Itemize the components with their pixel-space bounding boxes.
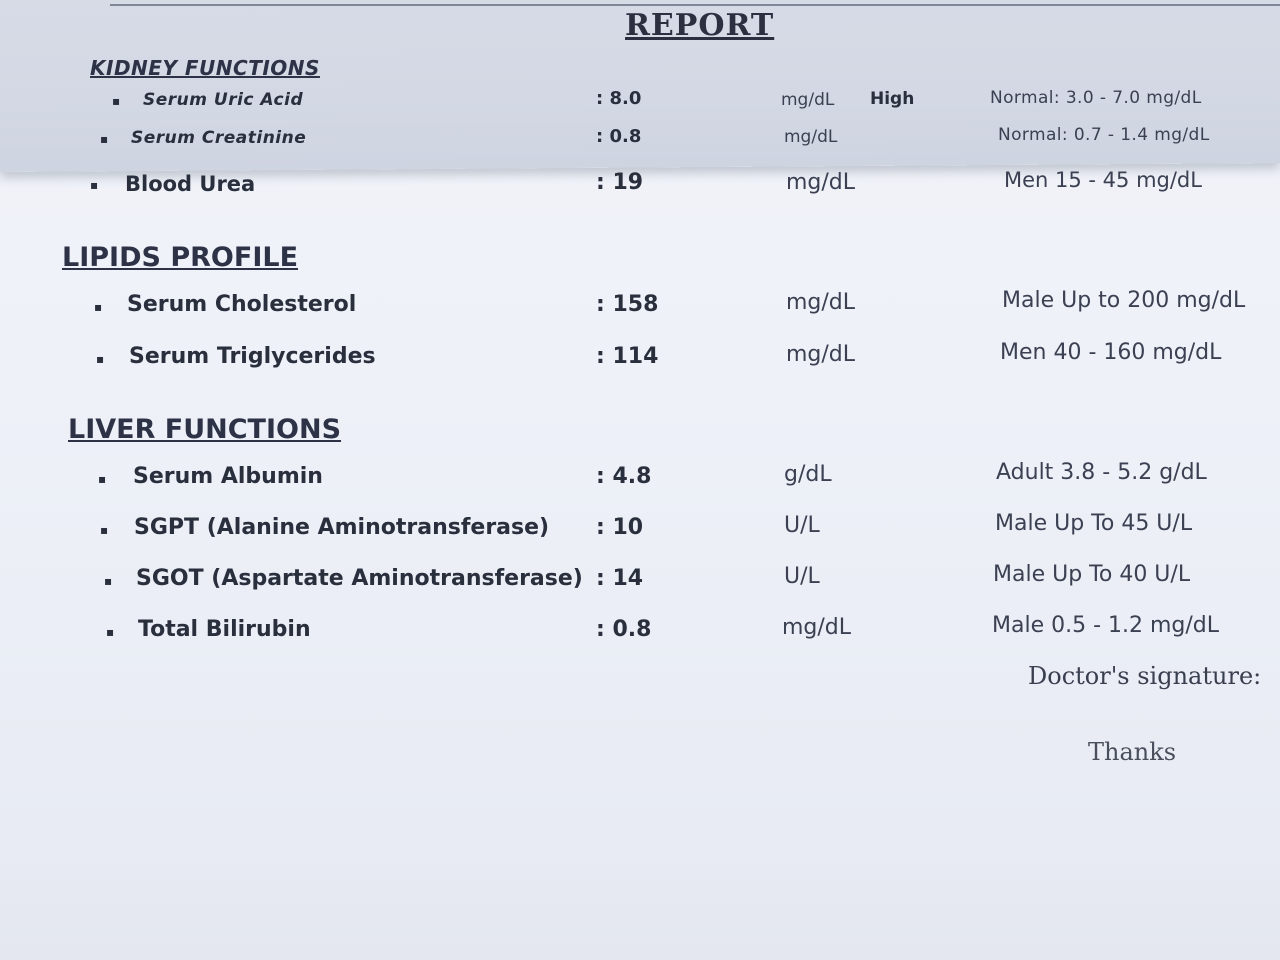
test-value: : 0.8 — [596, 617, 652, 642]
result-row-sgot — [0, 562, 1280, 592]
reference-range: Male Up To 45 U/L — [995, 511, 1193, 536]
reference-range: Male 0.5 - 1.2 mg/dL — [992, 613, 1220, 638]
closing-thanks: Thanks — [1088, 738, 1177, 766]
test-unit: mg/dL — [781, 90, 835, 110]
test-value: : 0.8 — [596, 126, 642, 147]
bullet-marker: ▪ — [94, 300, 103, 314]
paper-bottom-shade — [0, 855, 1280, 960]
reference-range: Men 15 - 45 mg/dL — [1004, 168, 1202, 192]
page-top-rule — [110, 4, 1280, 6]
test-unit: mg/dL — [786, 170, 856, 195]
test-value: : 14 — [596, 566, 644, 591]
reference-range: Men 40 - 160 mg/dL — [1000, 340, 1222, 365]
test-unit: U/L — [784, 564, 820, 589]
test-name: Serum Albumin — [133, 464, 323, 489]
bullet-marker: ▪ — [104, 574, 113, 588]
test-unit: mg/dL — [786, 342, 856, 367]
test-value: : 114 — [596, 344, 659, 369]
result-row-serum-uric-acid — [0, 88, 1280, 118]
result-row-total-bilirubin — [0, 613, 1280, 643]
reference-range: Normal: 0.7 - 1.4 mg/dL — [998, 125, 1210, 145]
test-name: Serum Creatinine — [131, 128, 307, 148]
test-unit: mg/dL — [782, 615, 852, 640]
result-row-blood-urea — [0, 168, 1280, 198]
reference-range: Adult 3.8 - 5.2 g/dL — [996, 460, 1207, 485]
result-row-serum-cholesterol — [0, 288, 1280, 318]
report-title: REPORT — [625, 8, 775, 43]
reference-range: Normal: 3.0 - 7.0 mg/dL — [990, 88, 1202, 108]
result-row-serum-creatinine — [0, 126, 1280, 156]
section-heading-lipids: LIPIDS PROFILE — [62, 242, 299, 273]
test-value: : 4.8 — [596, 464, 652, 489]
test-value: : 8.0 — [596, 88, 642, 109]
section-heading-liver: LIVER FUNCTIONS — [68, 414, 342, 445]
test-name: Blood Urea — [125, 172, 256, 196]
result-row-sgpt — [0, 511, 1280, 541]
reference-range: Male Up To 40 U/L — [993, 562, 1191, 587]
doctor-signature-label: Doctor's signature: — [1028, 662, 1262, 690]
bullet-marker: ▪ — [90, 178, 99, 192]
test-unit: g/dL — [784, 462, 832, 487]
test-unit: mg/dL — [786, 290, 856, 315]
test-name: SGPT (Alanine Aminotransferase) — [134, 515, 550, 540]
result-row-serum-triglycerides — [0, 340, 1280, 370]
test-name: SGOT (Aspartate Aminotransferase) — [136, 566, 583, 591]
bullet-marker: ▪ — [96, 352, 105, 366]
test-value: : 19 — [596, 170, 644, 195]
test-value: : 10 — [596, 515, 644, 540]
bullet-marker: ▪ — [106, 625, 115, 639]
test-name: Serum Cholesterol — [127, 292, 357, 317]
test-unit: mg/dL — [784, 127, 838, 147]
bullet-marker: ▪ — [98, 472, 107, 486]
test-unit: U/L — [784, 513, 820, 538]
abnormal-flag: High — [870, 89, 915, 109]
result-row-serum-albumin — [0, 460, 1280, 490]
reference-range: Male Up to 200 mg/dL — [1002, 288, 1246, 313]
bullet-marker: ▪ — [112, 94, 121, 108]
test-value: : 158 — [596, 292, 659, 317]
test-name: Total Bilirubin — [138, 617, 311, 642]
test-name: Serum Uric Acid — [143, 90, 304, 110]
bullet-marker: ▪ — [100, 523, 109, 537]
bullet-marker: ▪ — [100, 132, 109, 146]
test-name: Serum Triglycerides — [129, 344, 376, 369]
section-heading-kidney: KIDNEY FUNCTIONS — [90, 56, 320, 80]
